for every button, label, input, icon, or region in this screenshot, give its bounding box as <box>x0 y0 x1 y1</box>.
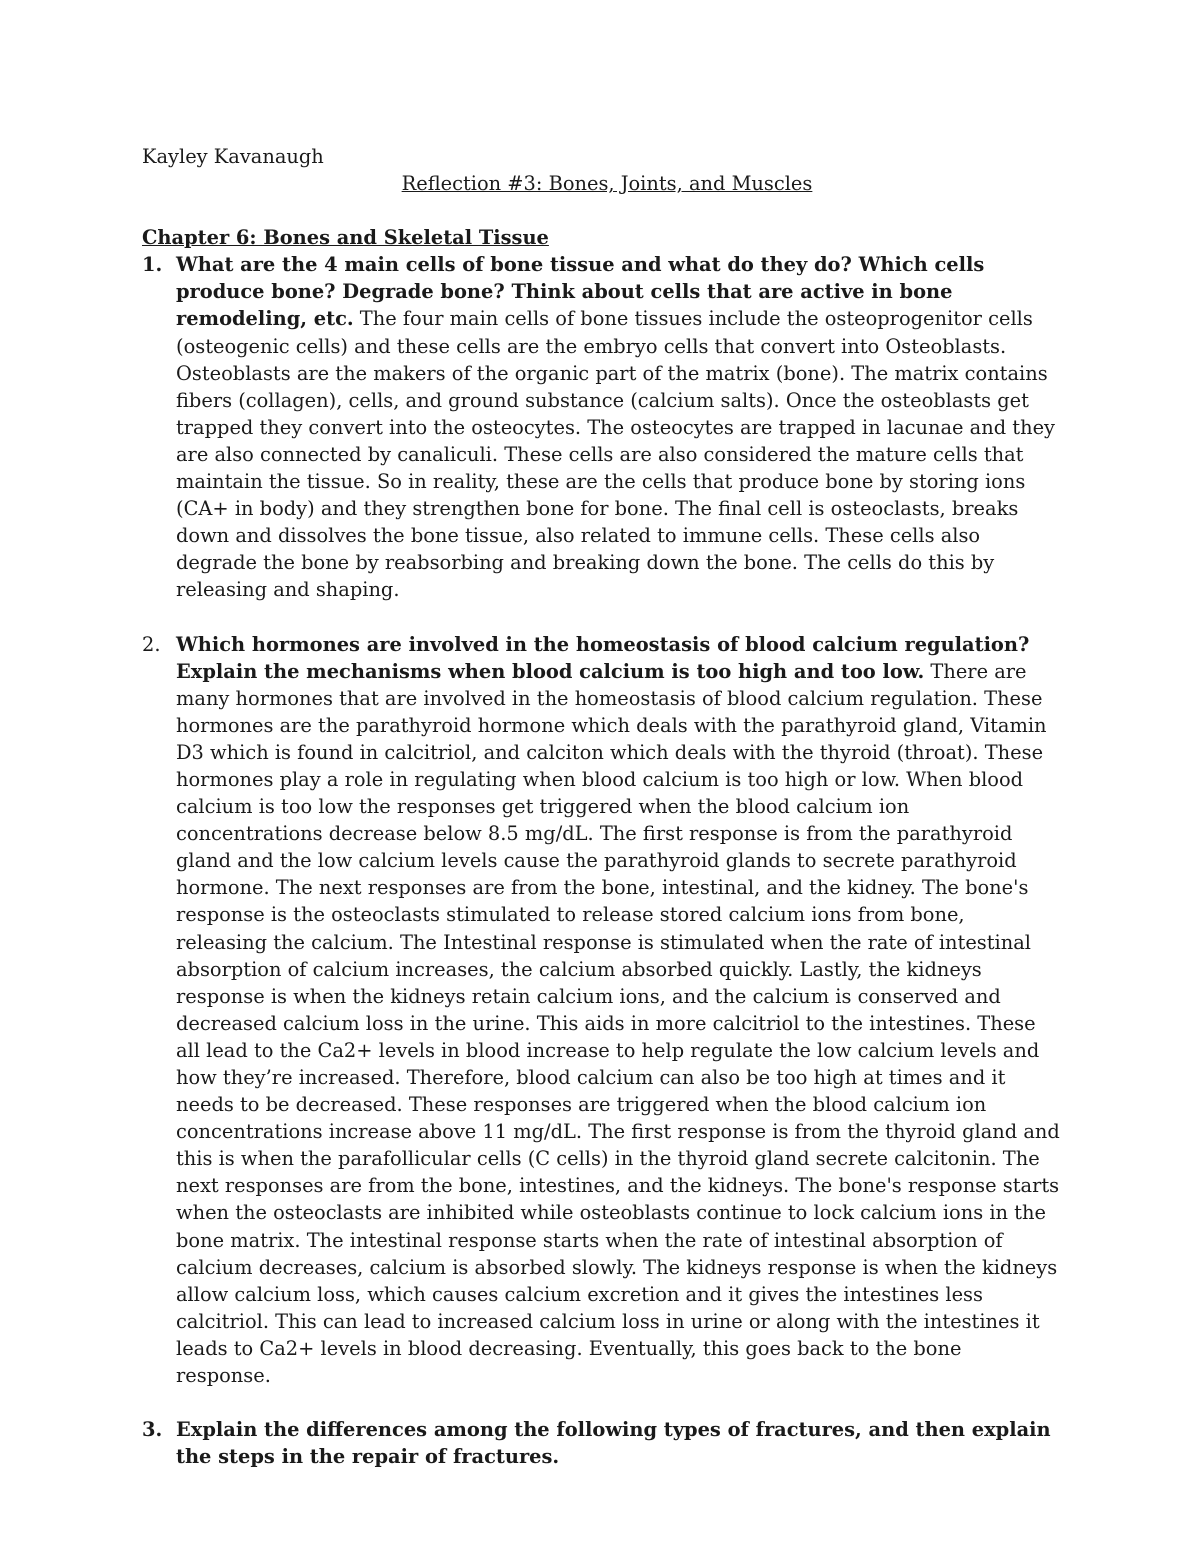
document-title: Reflection #3: Bones, Joints, and Muscles <box>401 172 813 196</box>
question-number: 1. <box>142 253 163 277</box>
question-text: Explain the differences among the following types of fractures, and then explain the steps in the repair of fractures. <box>176 1418 1051 1469</box>
chapter-heading: Chapter 6: Bones and Skeletal Tissue <box>142 226 549 250</box>
author-name: Kayley Kavanaugh <box>142 145 324 168</box>
question-number: 2. <box>142 632 161 656</box>
question-text: What are the 4 main cells of bone tissue and what do they do? Which cells produce bone? Degrade bone? Think about cells that are active in bone remodeling, etc. <box>176 253 985 331</box>
question-item <box>142 631 1060 1390</box>
question-number: 3. <box>142 1418 163 1442</box>
question-item <box>142 251 1060 603</box>
question-list <box>142 251 1060 1470</box>
question-item <box>142 1416 1060 1470</box>
answer-text: There are many hormones that are involved in the homeostasis of blood calcium regulation. These hormones are the parathyroid hormone which deals with the parathyroid gland, Vitamin D3 which is found in calcitriol, and calciton which deals with the thyroid (throat). These hormones play a role in regulating when blood calcium is too high or low. When blood calcium is too low the responses get triggered when the blood calcium ion concentrations decrease below 8.5 mg/dL. The first response is from the parathyroid gland and the low calcium levels cause the parathyroid glands to secrete parathyroid hormone. The next responses are from the bone, intestinal, and the kidney. The bone's response is the osteoclasts stimulated to release stored calcium ions from bone, releasing the calcium. The Intestinal response is stimulated when the rate of intestinal absorption of calcium increases, the calcium absorbed quickly. Lastly, the kidneys response is when the kidneys retain calcium ions, and the calcium is conserved and decreased calcium loss in the urine. This aids in more calcitriol to the intestines. These all lead to the Ca2+ levels in blood increase to help regulate the low calcium levels and how they’re increased. Therefore, blood calcium can also be too high at times and it needs to be decreased. These responses are triggered when the blood calcium ion concentrations increase above 11 mg/dL. The first response is from the thyroid gland and this is when the parafollicular cells (C cells) in the thyroid gland secrete calcitonin. The next responses are from the bone, intestines, and the kidneys. The bone's response starts when the osteoclasts are inhibited while osteoblasts continue to lock calcium ions in the bone matrix. The intestinal response starts when the rate of intestinal absorption of calcium decreases, calcium is absorbed slowly. The kidneys response is when the kidneys allow calcium loss, which causes calcium excretion and it gives the intestines less calcitriol. This can lead to increased calcium loss in urine or along with the intestines it leads to Ca2+ levels in blood decreasing. Eventually, this goes back to the bone response. <box>176 659 1060 1388</box>
answer-text: The four main cells of bone tissues include the osteoprogenitor cells (osteogenic cells) and these cells are the embryo cells that convert into Osteoblasts. Osteoblasts are the makers of the organic part of the matrix (bone). The matrix contains fibers (collagen), cells, and ground substance (calcium salts). Once the osteoblasts get trapped they convert into the osteocytes. The osteocytes are trapped in lacunae and they are also connected by canaliculi. These cells are also considered the mature cells that maintain the tissue. So in reality, these are the cells that produce bone by storing ions (CA+ in body) and they strengthen bone for bone. The final cell is osteoclasts, breaks down and dissolves the bone tissue, also related to immune cells. These cells also degrade the bone by reabsorbing and breaking down the bone. The cells do this by releasing and shaping. <box>176 307 1055 602</box>
question-text: Which hormones are involved in the homeostasis of blood calcium regulation? Explain the mechanisms when blood calcium is too high and too low. <box>176 632 1030 683</box>
